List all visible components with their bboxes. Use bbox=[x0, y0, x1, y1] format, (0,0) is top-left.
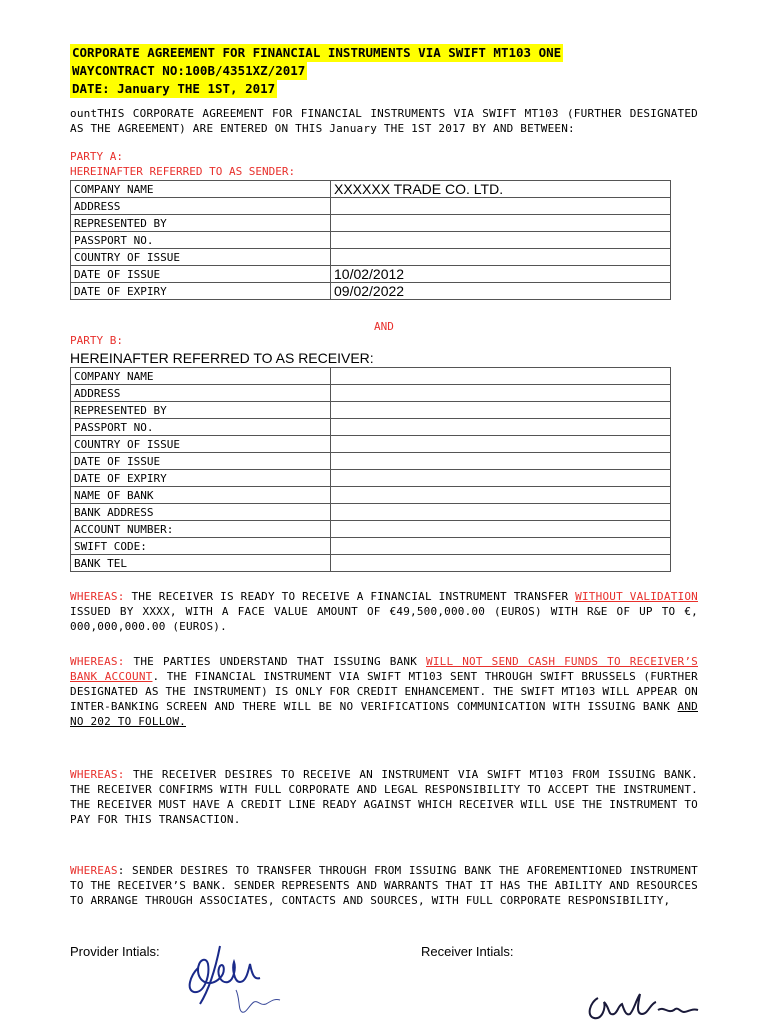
party-b-field-label: DATE OF EXPIRY bbox=[71, 470, 331, 487]
party-a-label: PARTY A: bbox=[70, 150, 123, 163]
title-line-2: WAYCONTRACT NO:100B/4351XZ/2017 bbox=[72, 63, 306, 78]
party-b-field-value bbox=[331, 436, 671, 453]
receiver-signature bbox=[584, 990, 704, 1024]
party-a-field-label: DATE OF ISSUE bbox=[71, 266, 331, 283]
party-b-field-label: ADDRESS bbox=[71, 385, 331, 402]
party-a-field-value bbox=[331, 198, 671, 215]
party-a-row bbox=[71, 266, 671, 283]
party-b-field-value bbox=[331, 419, 671, 436]
party-b-subhead: HEREINAFTER REFERRED TO AS RECEIVER: bbox=[70, 350, 374, 366]
party-a-subhead: HEREINAFTER REFERRED TO AS SENDER: bbox=[70, 165, 296, 178]
party-a-field-label: COUNTRY OF ISSUE bbox=[71, 249, 331, 266]
title-line-1: CORPORATE AGREEMENT FOR FINANCIAL INSTRUMENTS VIA SWIFT MT103 ONE bbox=[72, 45, 562, 60]
provider-initials-label: Provider Intials: bbox=[70, 944, 160, 959]
party-b-field-label: ACCOUNT NUMBER: bbox=[71, 521, 331, 538]
party-b-field-value bbox=[331, 555, 671, 572]
party-b-row bbox=[71, 555, 671, 572]
no-202-text: AND NO 202 TO FOLLOW. bbox=[70, 700, 698, 728]
without-validation-text: WITHOUT VALIDATION bbox=[575, 590, 698, 603]
party-b-field-label: BANK ADDRESS bbox=[71, 504, 331, 521]
party-b-field-value bbox=[331, 504, 671, 521]
document-title bbox=[70, 44, 563, 98]
party-b-row bbox=[71, 470, 671, 487]
party-b-field-label: NAME OF BANK bbox=[71, 487, 331, 504]
whereas-label: WHEREAS bbox=[70, 864, 118, 877]
party-b-row bbox=[71, 402, 671, 419]
party-b-row bbox=[71, 538, 671, 555]
party-a-row bbox=[71, 215, 671, 232]
party-a-row bbox=[71, 232, 671, 249]
party-a-field-value bbox=[331, 249, 671, 266]
party-b-field-label: DATE OF ISSUE bbox=[71, 453, 331, 470]
party-a-field-label: DATE OF EXPIRY bbox=[71, 283, 331, 300]
party-a-field-value: 09/02/2022 bbox=[331, 283, 671, 300]
party-a-table bbox=[70, 180, 671, 300]
party-b-row bbox=[71, 521, 671, 538]
party-a-field-label: PASSPORT NO. bbox=[71, 232, 331, 249]
whereas-paragraph-4: WHEREAS: SENDER DESIRES TO TRANSFER THROUGH FROM ISSUING BANK THE AFOREMENTIONED INSTRUMENT TO THE RECEIVER’S BANK. SENDER REPRESENTS AND WARRANTS THAT IT HAS THE ABILITY AND RESOURCES TO ARRANGE THROUGH ASSOCIATES, CONTACTS AND SOURCES, WITH FULL CORPORATE RESPONSIBILITY, bbox=[70, 864, 698, 907]
party-b-row bbox=[71, 419, 671, 436]
party-a-field-value: XXXXXX TRADE CO. LTD. bbox=[331, 181, 671, 198]
party-b-field-label: SWIFT CODE: bbox=[71, 538, 331, 555]
whereas-paragraph-1: WHEREAS: THE RECEIVER IS READY TO RECEIVE A FINANCIAL INSTRUMENT TRANSFER WITHOUT VALIDATION ISSUED BY XXXX, WITH A FACE VALUE AMOUNT OF €49,500,000.00 (EUROS) WITH R&E OF UP TO €, 000,000,000.00 (EUROS). bbox=[70, 590, 698, 633]
party-b-table bbox=[70, 367, 671, 572]
party-a-row bbox=[71, 283, 671, 300]
party-b-field-value bbox=[331, 538, 671, 555]
party-b-field-label: COUNTRY OF ISSUE bbox=[71, 436, 331, 453]
party-a-field-label: ADDRESS bbox=[71, 198, 331, 215]
party-b-field-value bbox=[331, 487, 671, 504]
whereas-paragraph-3: WHEREAS: THE RECEIVER DESIRES TO RECEIVE AN INSTRUMENT VIA SWIFT MT103 FROM ISSUING BANK. THE RECEIVER CONFIRMS WITH FULL CORPORATE AND LEGAL RESPONSIBILITY TO ACCEPT THE INSTRUMENT. THE RECEIVER MUST HAVE A CREDIT LINE READY AGAINST WHICH RECEIVER WILL USE THE INSTRUMENT TO PAY FOR THIS TRANSACTION. bbox=[70, 768, 698, 826]
party-a-field-value bbox=[331, 215, 671, 232]
whereas-paragraph-2: WHEREAS: THE PARTIES UNDERSTAND THAT ISSUING BANK WILL NOT SEND CASH FUNDS TO RECEIVER’S BANK ACCOUNT. THE FINANCIAL INSTRUMENT VIA SWIFT MT103 SENT THROUGH SWIFT BRUSSELS (FURTHER DESIGNATED AS THE INSTRUMENT) IS ONLY FOR CREDIT ENHANCEMENT. THE SWIFT MT103 WILL APPEAR ON INTER-BANKING SCREEN AND THERE WILL BE NO VERIFICATIONS COMMUNICATION WITH ISSUING BANK AND NO 202 TO FOLLOW. bbox=[70, 655, 698, 728]
party-b-label: PARTY B: bbox=[70, 334, 123, 347]
party-b-field-value bbox=[331, 368, 671, 385]
party-a-field-value: 10/02/2012 bbox=[331, 266, 671, 283]
whereas-label: WHEREAS: bbox=[70, 655, 125, 668]
party-b-field-value bbox=[331, 385, 671, 402]
party-b-field-value bbox=[331, 453, 671, 470]
whereas-label: WHEREAS: bbox=[70, 768, 125, 781]
party-a-row bbox=[71, 198, 671, 215]
party-b-field-value bbox=[331, 521, 671, 538]
party-b-field-label: BANK TEL bbox=[71, 555, 331, 572]
whereas-label: WHEREAS: bbox=[70, 590, 125, 603]
party-a-row bbox=[71, 181, 671, 198]
party-b-field-label: REPRESENTED BY bbox=[71, 402, 331, 419]
party-b-row bbox=[71, 504, 671, 521]
party-b-row bbox=[71, 436, 671, 453]
party-b-field-value bbox=[331, 402, 671, 419]
no-cash-funds-text: WILL NOT SEND CASH FUNDS TO RECEIVER’S BANK ACCOUNT bbox=[70, 655, 698, 683]
party-b-row bbox=[71, 385, 671, 402]
title-line-3: DATE: January THE 1ST, 2017 bbox=[72, 81, 276, 96]
party-b-row bbox=[71, 487, 671, 504]
party-a-field-label: REPRESENTED BY bbox=[71, 215, 331, 232]
and-separator: AND bbox=[374, 320, 394, 333]
party-b-row bbox=[71, 368, 671, 385]
intro-paragraph: ountTHIS CORPORATE AGREEMENT FOR FINANCIAL INSTRUMENTS VIA SWIFT MT103 (FURTHER DESIGNATED AS THE AGREEMENT) ARE ENTERED ON THIS January THE 1ST 2017 BY AND BETWEEN: bbox=[70, 107, 698, 135]
party-b-field-value bbox=[331, 470, 671, 487]
party-b-field-label: COMPANY NAME bbox=[71, 368, 331, 385]
party-b-field-label: PASSPORT NO. bbox=[71, 419, 331, 436]
provider-signature bbox=[180, 938, 300, 1022]
receiver-initials-label: Receiver Intials: bbox=[421, 944, 514, 959]
party-b-row bbox=[71, 453, 671, 470]
party-a-field-label: COMPANY NAME bbox=[71, 181, 331, 198]
party-a-row bbox=[71, 249, 671, 266]
party-a-field-value bbox=[331, 232, 671, 249]
